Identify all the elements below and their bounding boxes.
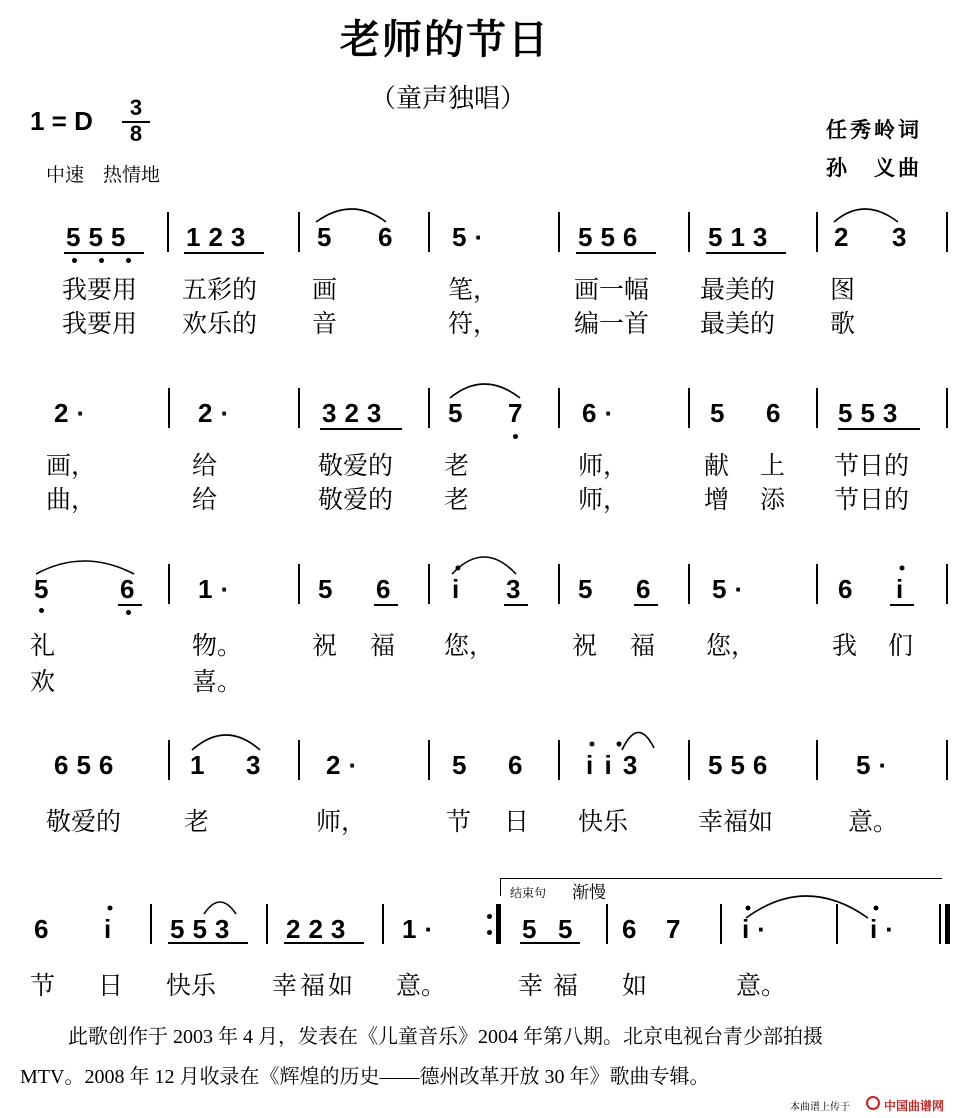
underline xyxy=(706,252,786,254)
lyric: 符， xyxy=(448,309,499,338)
note: i· xyxy=(742,914,774,944)
repeat-dot xyxy=(487,914,492,919)
bar-line xyxy=(266,904,268,944)
bar-line xyxy=(558,388,560,428)
note: 6 xyxy=(838,574,861,604)
high-octave-dot xyxy=(874,906,879,911)
bar-line xyxy=(298,212,300,252)
lyric: 幸福 xyxy=(518,971,589,1000)
high-octave-dot xyxy=(900,566,905,571)
note: 5 xyxy=(318,574,341,604)
note-group: 123 xyxy=(186,222,254,252)
low-octave-dot xyxy=(126,610,131,615)
lyric: 最美的 xyxy=(700,309,776,338)
lyric: 节 xyxy=(446,807,472,836)
underline xyxy=(118,604,142,606)
bar-line xyxy=(298,564,300,604)
lyric: 画一幅 xyxy=(574,275,650,304)
lyric: 添 xyxy=(760,485,786,514)
tempo-change: 渐慢 xyxy=(572,883,606,903)
repeat-bar-line xyxy=(496,904,501,944)
time-signature-top: 3 xyxy=(129,95,143,120)
note-paragraph-line-2: MTV。2008 年 12 月收录在《辉煌的历史——德州改革开放 30 年》歌曲专辑。 xyxy=(20,1066,710,1088)
note: i xyxy=(896,574,912,604)
bar-line xyxy=(558,212,560,252)
lyric: 意。 xyxy=(736,971,787,1000)
lyric: 音 xyxy=(312,309,338,338)
lyric: 意。 xyxy=(848,807,899,836)
lyric: 快乐 xyxy=(578,807,629,836)
underline xyxy=(168,942,248,944)
repeat-dot xyxy=(487,930,492,935)
ending-bracket-left xyxy=(500,878,501,896)
lyric: 我 xyxy=(832,631,858,660)
high-octave-dot xyxy=(456,566,461,571)
high-octave-dot xyxy=(617,742,622,747)
lyric: 画， xyxy=(46,451,97,480)
composer-credit: 孙 义曲 xyxy=(826,155,922,180)
lyric: 歌 xyxy=(830,309,856,338)
low-octave-dot xyxy=(72,258,77,263)
lyric: 福 xyxy=(630,631,656,660)
note: 5· xyxy=(452,222,492,252)
note: 6 xyxy=(120,574,143,604)
lyric: 给 xyxy=(192,485,218,514)
bar-line xyxy=(946,740,948,780)
lyric: 意。 xyxy=(396,971,447,1000)
bar-line xyxy=(168,740,170,780)
high-octave-dot xyxy=(108,906,113,911)
note: 5 xyxy=(710,398,733,428)
slur xyxy=(316,209,386,222)
bar-line xyxy=(298,740,300,780)
note: 3 xyxy=(892,222,915,252)
bar-line xyxy=(816,212,818,252)
bar-line xyxy=(946,212,948,252)
note-group: 553 xyxy=(838,398,906,428)
bar-line xyxy=(688,564,690,604)
note-group: 556 xyxy=(708,750,776,780)
note: 5 xyxy=(522,914,545,944)
low-octave-dot xyxy=(513,434,518,439)
lyric: 五彩的 xyxy=(182,275,258,304)
lyric: 日 xyxy=(98,971,124,1000)
bar-line xyxy=(150,904,152,944)
lyric: 欢乐的 xyxy=(182,309,258,338)
note: 5 xyxy=(452,750,475,780)
lyric: 献 xyxy=(704,451,730,480)
lyric: 上 xyxy=(760,451,786,480)
lyric: 节 xyxy=(30,971,56,1000)
lyric: 喜。 xyxy=(192,667,243,696)
note: 7 xyxy=(508,398,531,428)
lyric: 敬爱的 xyxy=(46,807,122,836)
bar-line xyxy=(816,388,818,428)
lyric: 您， xyxy=(706,631,757,660)
high-octave-dot xyxy=(590,742,595,747)
bar-line xyxy=(168,388,170,428)
lyric: 增 xyxy=(704,485,730,514)
site-logo-icon xyxy=(866,1096,880,1110)
bar-line xyxy=(428,388,430,428)
note: 1· xyxy=(198,574,238,604)
underline xyxy=(504,604,528,606)
note-group: 323 xyxy=(322,398,390,428)
slur xyxy=(192,735,260,750)
underline xyxy=(838,428,920,430)
note: 5 xyxy=(448,398,471,428)
underline xyxy=(634,604,658,606)
final-bar-line-thick xyxy=(945,904,950,944)
bar-line xyxy=(558,564,560,604)
lyric: 最美的 xyxy=(700,275,776,304)
lyric: 礼 xyxy=(30,631,56,660)
underline xyxy=(284,942,364,944)
note: 7 xyxy=(666,914,689,944)
note: 2· xyxy=(326,750,366,780)
note-group: 223 xyxy=(286,914,354,944)
bar-line xyxy=(558,740,560,780)
note-group: 555 xyxy=(66,222,134,252)
lyric: 祝 xyxy=(572,631,598,660)
lyric: 编一首 xyxy=(574,309,650,338)
note: 2 xyxy=(834,222,857,252)
bar-line xyxy=(382,904,384,944)
note: 5 xyxy=(578,574,601,604)
slur xyxy=(834,209,898,222)
lyric: 我要用 xyxy=(62,275,138,304)
note: 2· xyxy=(198,398,238,428)
bar-line xyxy=(168,564,170,604)
note: i xyxy=(452,574,468,604)
lyric: 师， xyxy=(316,807,367,836)
lyric: 您， xyxy=(444,631,495,660)
lyric: 节日的 xyxy=(834,485,910,514)
bar-line xyxy=(720,904,722,944)
key-signature: 1 = D xyxy=(30,106,93,136)
lyric: 敬爱的 xyxy=(318,485,394,514)
final-bar-line xyxy=(939,904,941,944)
underline xyxy=(64,252,144,254)
lyric: 老 xyxy=(184,807,210,836)
slur xyxy=(450,384,520,398)
bar-line xyxy=(688,388,690,428)
lyric: 我要用 xyxy=(62,309,138,338)
note: i· xyxy=(870,914,902,944)
lyric: 欢 xyxy=(30,667,56,696)
lyric: 祝 xyxy=(312,631,338,660)
lyric: 们 xyxy=(888,631,914,660)
note: 6 xyxy=(376,574,399,604)
note: 6 xyxy=(766,398,789,428)
note: 5· xyxy=(712,574,752,604)
note: 5· xyxy=(856,750,896,780)
slur xyxy=(204,902,236,914)
footer-uploaded: 本曲谱上传于 xyxy=(790,1102,850,1113)
bar-line xyxy=(428,564,430,604)
note-group: 656 xyxy=(54,750,122,780)
note: 3 xyxy=(246,750,269,780)
lyric: 快乐 xyxy=(166,971,217,1000)
bar-line xyxy=(688,740,690,780)
bar-line xyxy=(836,904,838,944)
low-octave-dot xyxy=(39,608,44,613)
lyric: 师， xyxy=(578,485,629,514)
bar-line xyxy=(606,904,608,944)
note: 6 xyxy=(622,914,645,944)
note: 6 xyxy=(378,222,401,252)
lyric: 老 xyxy=(444,485,470,514)
lyric: 幸福如 xyxy=(272,971,357,1000)
low-octave-dot xyxy=(99,258,104,263)
note-group: 553 xyxy=(170,914,238,944)
lyric: 画 xyxy=(312,275,338,304)
lyric: 笔， xyxy=(448,275,499,304)
bar-line xyxy=(816,564,818,604)
underline xyxy=(576,252,656,254)
lyric: 图 xyxy=(830,275,856,304)
note-group: 513 xyxy=(708,222,776,252)
note: 5 xyxy=(34,574,57,604)
footer-site: 中国曲谱网 xyxy=(884,1099,945,1113)
time-signature-bottom: 8 xyxy=(129,121,143,146)
ending-label: 结束句 xyxy=(510,886,547,900)
bar-line xyxy=(298,388,300,428)
underline xyxy=(320,428,402,430)
bar-line xyxy=(946,388,948,428)
note: 6 xyxy=(636,574,659,604)
note-group: 556 xyxy=(578,222,646,252)
bar-line xyxy=(167,212,169,252)
note-group: i i 3 xyxy=(586,750,640,780)
lyric: 物。 xyxy=(192,631,243,660)
low-octave-dot xyxy=(126,258,131,263)
note: 1 xyxy=(190,750,213,780)
lyricist-credit: 任秀岭词 xyxy=(826,117,922,142)
underline xyxy=(890,604,914,606)
lyric: 给 xyxy=(192,451,218,480)
ending-bracket xyxy=(500,878,942,879)
lyric: 敬爱的 xyxy=(318,451,394,480)
lyric: 幸福如 xyxy=(698,807,774,836)
underline xyxy=(520,942,580,944)
lyric: 福 xyxy=(370,631,396,660)
note-paragraph-line-1: 此歌创作于 2003 年 4 月，发表在《儿童音乐》2004 年第八期。北京电视台青少部拍摄 xyxy=(68,1026,823,1048)
tempo-marking: 中速 热情地 xyxy=(46,164,161,186)
note: 6· xyxy=(582,398,622,428)
slur xyxy=(622,732,654,750)
note: 2· xyxy=(54,398,94,428)
lyric: 日 xyxy=(504,807,530,836)
note: 5 xyxy=(317,222,340,252)
bar-line xyxy=(816,740,818,780)
subtitle: （童声独唱） xyxy=(370,84,527,114)
lyric: 曲， xyxy=(46,485,97,514)
note: 6 xyxy=(34,914,57,944)
bar-line xyxy=(688,212,690,252)
note: 1· xyxy=(402,914,442,944)
page-title: 老师的节日 xyxy=(340,16,550,63)
bar-line xyxy=(428,740,430,780)
lyric: 如 xyxy=(622,971,648,1000)
underline xyxy=(374,604,398,606)
underline xyxy=(184,252,264,254)
high-octave-dot xyxy=(746,906,751,911)
note: 5 xyxy=(558,914,581,944)
note: 3 xyxy=(506,574,529,604)
note: i xyxy=(104,914,120,944)
bar-line xyxy=(428,212,430,252)
lyric: 师， xyxy=(578,451,629,480)
lyric: 老 xyxy=(444,451,470,480)
note: 6 xyxy=(508,750,531,780)
bar-line xyxy=(946,564,948,604)
slur xyxy=(36,561,134,574)
slur xyxy=(452,557,516,574)
lyric: 节日的 xyxy=(834,451,910,480)
